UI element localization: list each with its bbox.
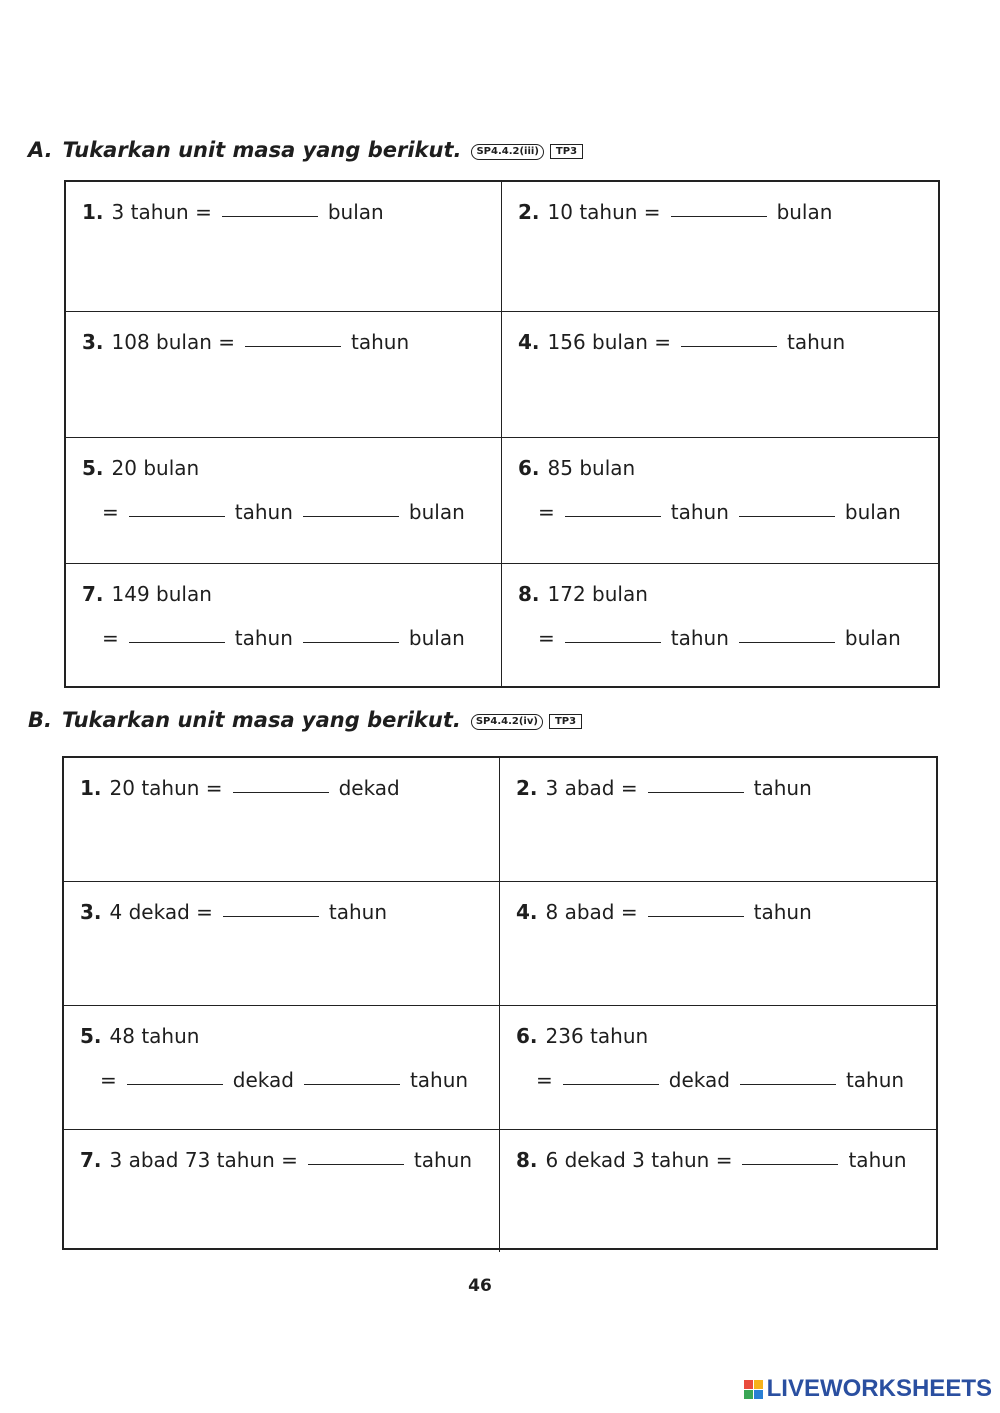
- question-text: 149 bulan: [111, 582, 212, 606]
- answer-blank[interactable]: [563, 1083, 659, 1085]
- answer-blank[interactable]: [648, 915, 744, 917]
- question-cell: [502, 312, 938, 438]
- unit-label: bulan: [776, 200, 833, 224]
- question-cell: [64, 1006, 500, 1130]
- answer-blank[interactable]: [739, 641, 835, 643]
- equals-sign: =: [538, 500, 555, 524]
- answer-blank[interactable]: [304, 1083, 400, 1085]
- answer-blank[interactable]: [740, 1083, 836, 1085]
- section-b-level: TP3: [549, 714, 582, 729]
- answer-blank[interactable]: [681, 345, 777, 347]
- answer-blank[interactable]: [233, 791, 329, 793]
- question-number: 2.: [518, 200, 540, 224]
- unit-label: bulan: [408, 500, 465, 524]
- liveworksheets-watermark: [744, 1375, 992, 1403]
- unit-label: bulan: [327, 200, 384, 224]
- question-number: 2.: [516, 776, 538, 800]
- question-number: 6.: [518, 456, 540, 480]
- question-number: 4.: [516, 900, 538, 924]
- question-text: 108 bulan =: [111, 330, 236, 354]
- watermark-text: LIVEWORKSHEETS: [766, 1375, 992, 1402]
- answer-blank[interactable]: [671, 215, 767, 217]
- question-cell: [64, 882, 500, 1006]
- question-number: 4.: [518, 330, 540, 354]
- answer-blank[interactable]: [648, 791, 744, 793]
- question-cell: [66, 312, 502, 438]
- section-b-table: [62, 756, 938, 1250]
- answer-blank[interactable]: [308, 1163, 404, 1165]
- question-text: 236 tahun: [545, 1024, 649, 1048]
- equals-sign: =: [538, 626, 555, 650]
- section-a-code: SP4.4.2(iii): [471, 144, 543, 160]
- question-cell: [502, 182, 938, 312]
- answer-blank[interactable]: [303, 515, 399, 517]
- section-b-letter: B.: [28, 708, 52, 732]
- unit-label: tahun: [670, 626, 729, 650]
- question-number: 1.: [80, 776, 102, 800]
- question-text: 48 tahun: [109, 1024, 200, 1048]
- section-a-heading: [28, 138, 583, 162]
- question-number: 8.: [516, 1148, 538, 1172]
- section-b-heading: [28, 708, 582, 732]
- section-a-letter: A.: [28, 138, 53, 162]
- question-cell: [66, 564, 502, 686]
- question-number: 7.: [82, 582, 104, 606]
- question-cell: [502, 564, 938, 686]
- question-number: 3.: [82, 330, 104, 354]
- question-cell: [500, 1006, 936, 1130]
- question-cell: [500, 758, 936, 882]
- question-number: 1.: [82, 200, 104, 224]
- question-text: 10 tahun =: [547, 200, 661, 224]
- answer-blank[interactable]: [739, 515, 835, 517]
- unit-label: tahun: [670, 500, 729, 524]
- question-cell: [66, 438, 502, 564]
- unit-label: tahun: [787, 330, 846, 354]
- answer-blank[interactable]: [742, 1163, 838, 1165]
- question-cell: [502, 438, 938, 564]
- question-text: 3 tahun =: [111, 200, 212, 224]
- answer-blank[interactable]: [222, 215, 318, 217]
- question-text: 6 dekad 3 tahun =: [545, 1148, 733, 1172]
- question-number: 7.: [80, 1148, 102, 1172]
- answer-blank[interactable]: [129, 641, 225, 643]
- question-text: 172 bulan: [547, 582, 648, 606]
- unit-label: tahun: [848, 1148, 907, 1172]
- unit-label: dekad: [232, 1068, 294, 1092]
- answer-blank[interactable]: [565, 641, 661, 643]
- question-text: 3 abad =: [545, 776, 638, 800]
- question-text: 85 bulan: [547, 456, 636, 480]
- unit-label: bulan: [408, 626, 465, 650]
- question-text: 156 bulan =: [547, 330, 672, 354]
- question-cell: [64, 1130, 500, 1252]
- question-number: 6.: [516, 1024, 538, 1048]
- question-text: 20 bulan: [111, 456, 200, 480]
- question-number: 8.: [518, 582, 540, 606]
- unit-label: tahun: [845, 1068, 905, 1092]
- unit-label: tahun: [234, 500, 293, 524]
- unit-label: tahun: [234, 626, 293, 650]
- section-a-level: TP3: [550, 144, 583, 159]
- question-text: 3 abad 73 tahun =: [109, 1148, 298, 1172]
- question-cell: [500, 1130, 936, 1252]
- equals-sign: =: [102, 500, 119, 524]
- question-number: 5.: [80, 1024, 102, 1048]
- unit-label: tahun: [753, 776, 812, 800]
- unit-label: tahun: [413, 1148, 473, 1172]
- unit-label: tahun: [351, 330, 410, 354]
- question-text: 8 abad =: [545, 900, 638, 924]
- section-b-code: SP4.4.2(iv): [471, 714, 543, 730]
- liveworksheets-logo-icon: [744, 1380, 763, 1399]
- section-b-title: Tukarkan unit masa yang berikut.: [61, 708, 461, 732]
- unit-label: tahun: [753, 900, 812, 924]
- question-cell: [500, 882, 936, 1006]
- page-number: 46: [468, 1276, 492, 1296]
- question-cell: [64, 758, 500, 882]
- answer-blank[interactable]: [303, 641, 399, 643]
- equals-sign: =: [100, 1068, 117, 1092]
- unit-label: tahun: [409, 1068, 469, 1092]
- section-a-table: [64, 180, 940, 688]
- answer-blank[interactable]: [129, 515, 225, 517]
- answer-blank[interactable]: [127, 1083, 223, 1085]
- unit-label: dekad: [338, 776, 400, 800]
- equals-sign: =: [536, 1068, 553, 1092]
- question-text: 4 dekad =: [109, 900, 213, 924]
- question-cell: [66, 182, 502, 312]
- section-a-title: Tukarkan unit masa yang berikut.: [62, 138, 462, 162]
- question-number: 5.: [82, 456, 104, 480]
- unit-label: tahun: [328, 900, 388, 924]
- answer-blank[interactable]: [223, 915, 319, 917]
- answer-blank[interactable]: [565, 515, 661, 517]
- question-number: 3.: [80, 900, 102, 924]
- unit-label: dekad: [668, 1068, 730, 1092]
- unit-label: bulan: [844, 500, 901, 524]
- unit-label: bulan: [844, 626, 901, 650]
- question-text: 20 tahun =: [109, 776, 223, 800]
- answer-blank[interactable]: [245, 345, 341, 347]
- equals-sign: =: [102, 626, 119, 650]
